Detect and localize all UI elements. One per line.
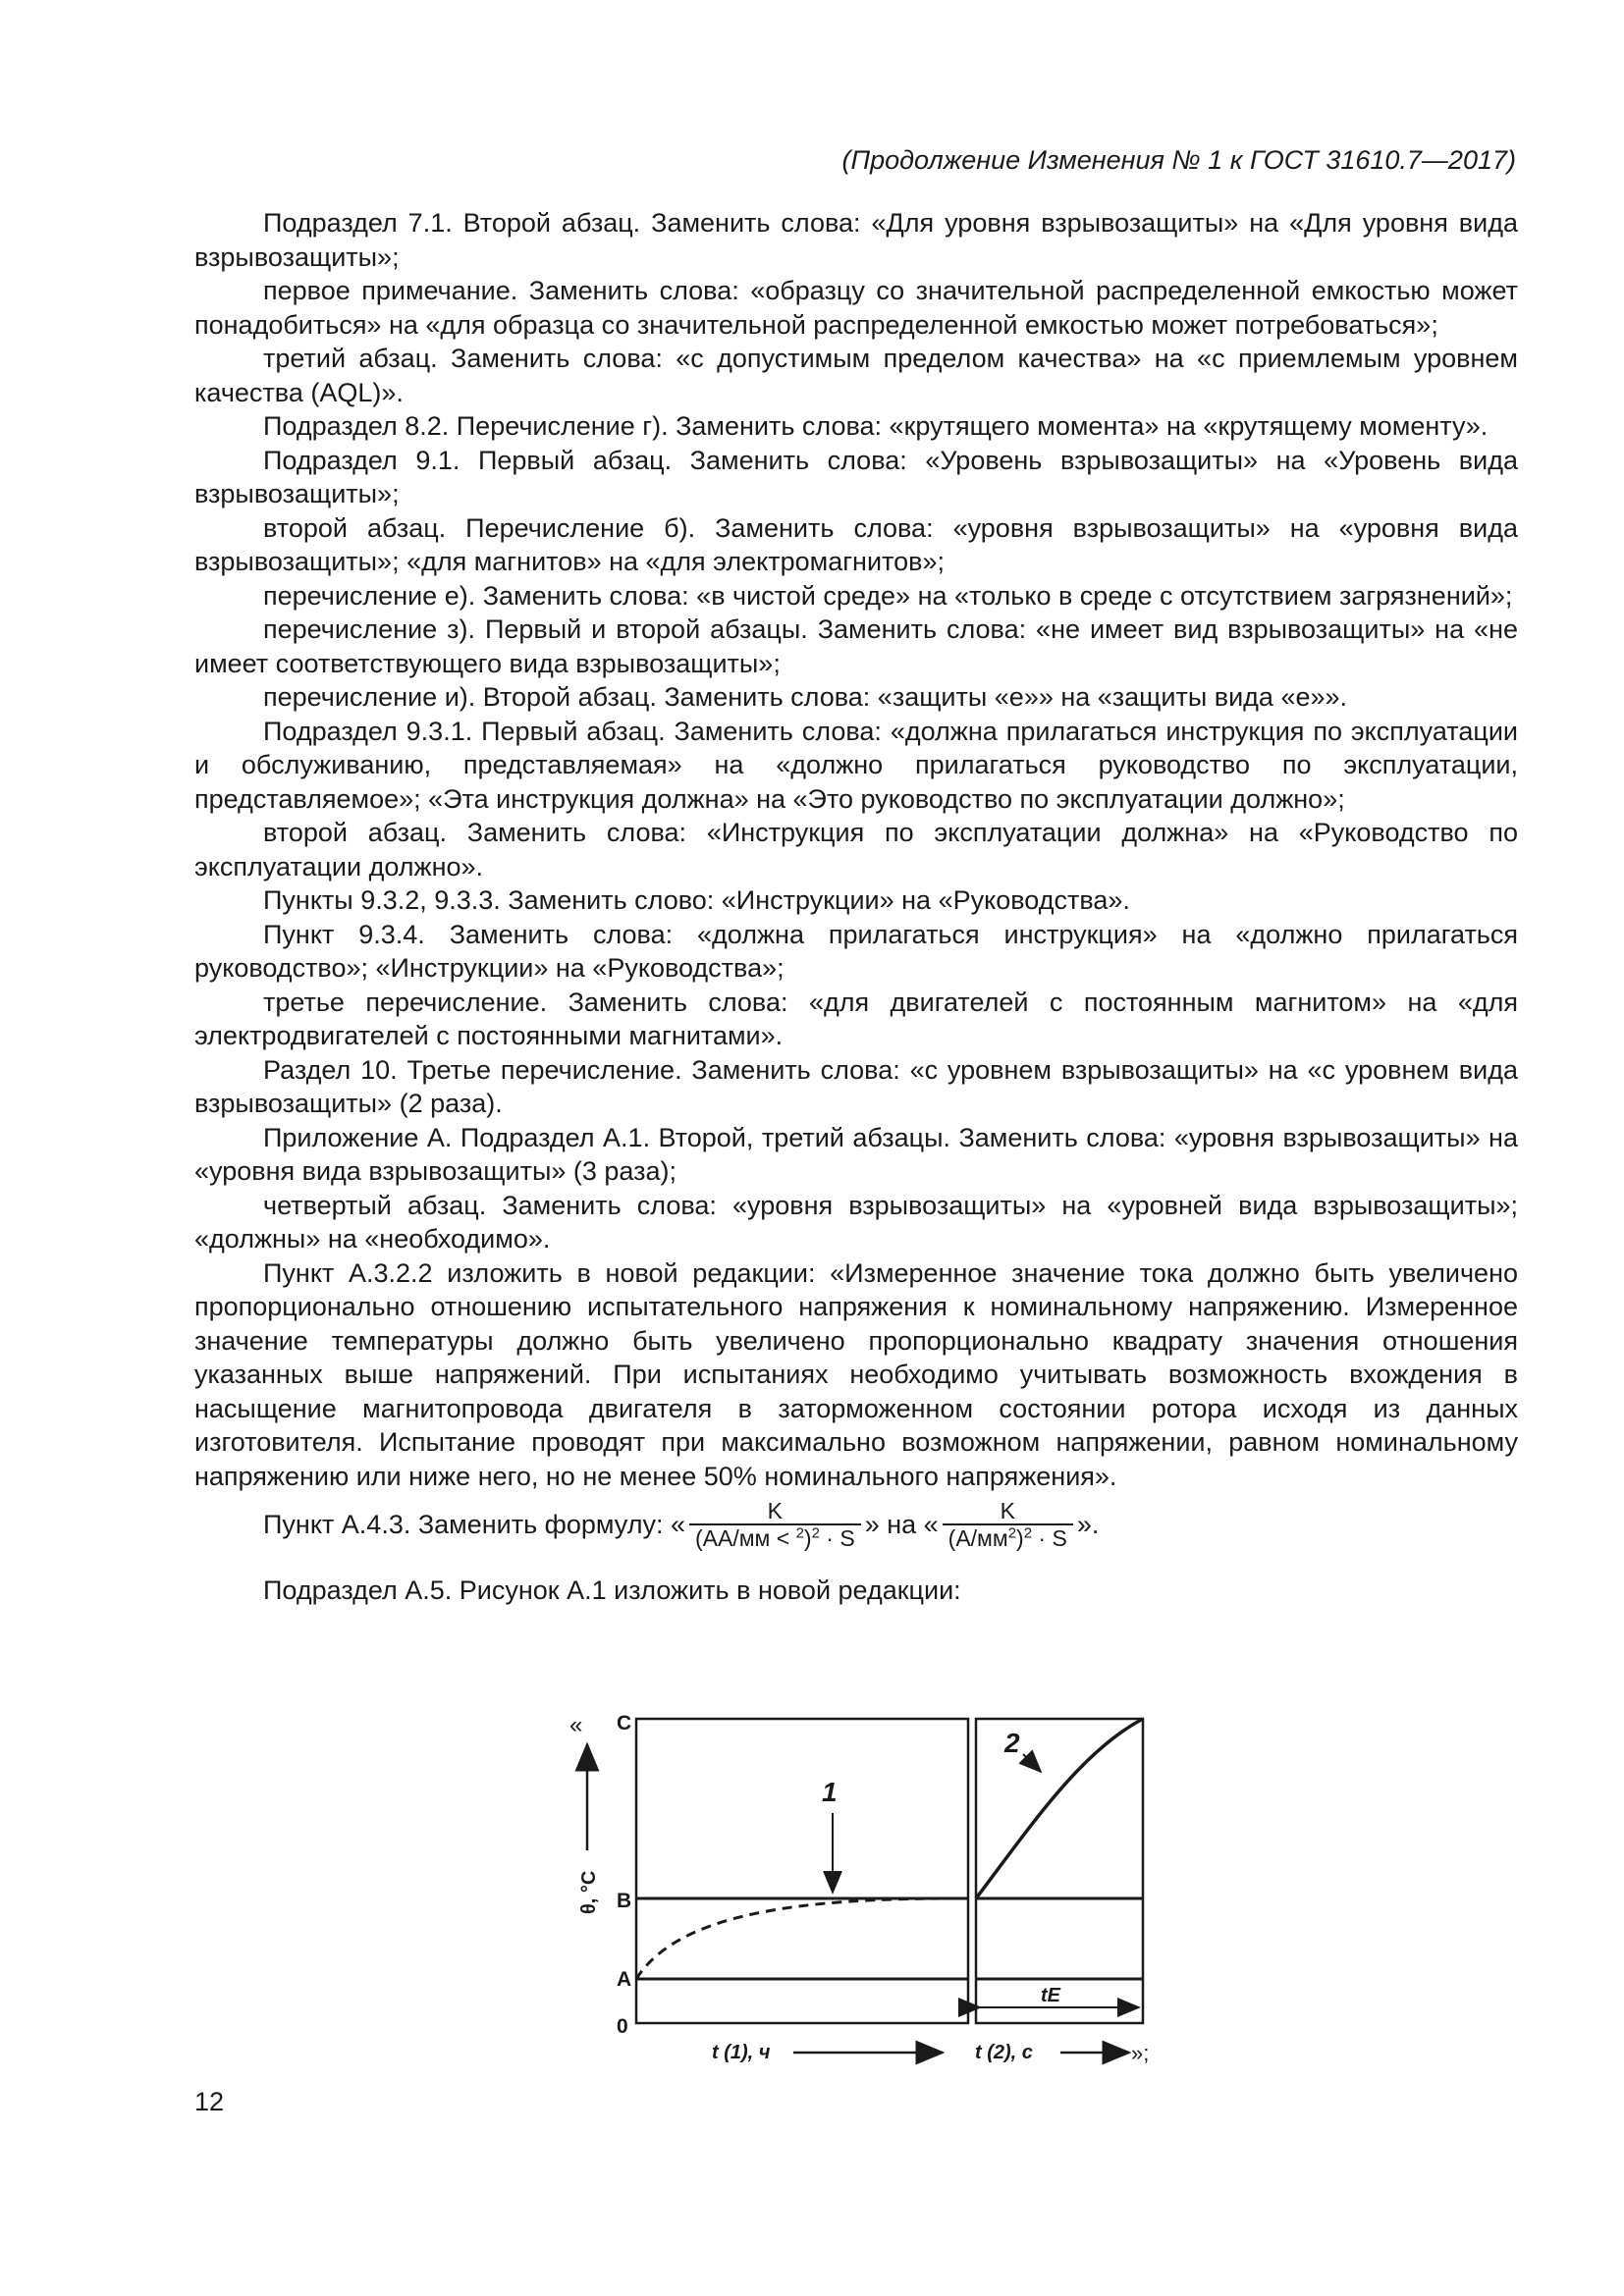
paragraph: третье перечисление. Заменить слова: «для двигателей с постоянным магнитом» на «для электродвигателей с постоянными магнитами». [194,987,1518,1050]
figure-close-quote: »; [1131,2041,1150,2065]
den-part: ) [1016,1525,1024,1551]
curve-1 [636,1898,968,1979]
den-sup: 2 [795,1524,804,1542]
paragraph: четвертый абзац. Заменить слова: «уровня взрывозащиты» на «уровней вида взрывозащиты»; «должны» на «необходимо». [194,1190,1518,1254]
paragraph: Пункт 9.3.4. Заменить слова: «должна прилагаться инструкция» на «должно прилагаться руководство»; «Инструкции» на «Руководства»; [194,919,1518,983]
old-formula-numerator: K [767,1498,784,1523]
figure-a1 [569,1693,1178,2066]
formula-paragraph [194,1493,1518,1556]
y-axis-label: θ, °C [578,1870,600,1914]
paragraph: Подраздел 7.1. Второй абзац. Заменить слова: «Для уровня взрывозащиты» на «Для уровня вида взрывозащиты»; [194,208,1518,272]
den-sup: 2 [1007,1524,1017,1542]
den-part: (AA/мм < [694,1525,796,1551]
paragraph: Подраздел 8.2. Перечисление г). Заменить слова: «крутящего момента» на «крутящему моменту». [263,411,1489,441]
curve-2-label: 2 [1004,1728,1020,1758]
paragraph: перечисление е). Заменить слова: «в чистой среде» на «только в среде с отсутствием загрязнений»; [263,580,1513,611]
label-a: A [617,1968,632,1991]
x1-label: t (1), ч [712,2042,771,2063]
den-sup: 2 [1023,1524,1033,1542]
label-zero: 0 [617,2015,628,2038]
formula-prefix: Пункт А.4.3. Заменить формулу: « [263,1509,685,1539]
old-formula-denominator [689,1523,861,1551]
page-number: 12 [194,2087,225,2116]
den-part: ) [803,1525,812,1551]
paragraph: перечисление и). Второй абзац. Заменить слова: «защиты «е»» на «защиты вида «е»». [263,682,1348,712]
formula-middle: » на « [864,1509,939,1539]
den-part: · S [819,1525,855,1551]
page-header: (Продолжение Изменения № 1 к ГОСТ 31610.7—2017) [841,145,1516,175]
den-part: · S [1032,1525,1067,1551]
label-c: C [617,1712,632,1735]
curve-2-pointer [1023,1754,1041,1772]
new-formula-denominator [943,1523,1073,1551]
den-sup: 2 [811,1524,820,1542]
paragraph: первое примечание. Заменить слова: «образцу со значительной распределенной емкостью может понадобиться» на «для образца со значительной распределенной емкостью может потребоваться»; [194,276,1518,340]
formula-suffix: ». [1076,1509,1100,1539]
old-formula [689,1498,861,1551]
te-label: tE [1041,1985,1060,2006]
figure-open-quote: « [569,1712,583,1738]
paragraph: второй абзац. Перечисление б). Заменить слова: «уровня взрывозащиты» на «уровня вида взрывозащиты»; «для магнитов» на «для электромагнитов»; [194,512,1518,576]
new-formula [943,1498,1073,1551]
paragraph: третий абзац. Заменить слова: «с допустимым пределом качества» на «с приемлемым уровнем качества (AQL)». [194,344,1518,407]
paragraph: Подраздел 9.1. Первый абзац. Заменить слова: «Уровень взрывозащиты» на «Уровень вида взрывозащиты»; [194,445,1518,508]
paragraph: Раздел 10. Третье перечисление. Заменить слова: «с уровнем взрывозащиты» на «с уровнем вида взрывозащиты» (2 раза). [194,1054,1518,1118]
document-body [194,206,1518,1608]
label-b: B [617,1890,632,1912]
paragraph: Пункт А.3.2.2 изложить в новой редакции: «Измеренное значение тока должно быть увеличено пропорционально отношению испытательного напряжения к номинальному напряжению. Измеренное значение температуры должно быть увеличено пропорционально квадрату значения отношения указанных выше напряжений. При испытаниях необходимо учитывать возможность вхождения в насыщение магнитопровода двигателя в заторможенном состоянии ротора исходя из данных изготовителя. Испытание проводят при максимально возможном напряжении, равном номинальному напряжению или ниже него, но не менее 50% номинального напряжения». [194,1257,1518,1491]
paragraph: Пункты 9.3.2, 9.3.3. Заменить слово: «Инструкции» на «Руководства». [263,885,1130,915]
paragraph: Приложение А. Подраздел А.1. Второй, третий абзацы. Заменить слова: «уровня взрывозащиты» на «уровня вида взрывозащиты» (3 раза); [194,1122,1518,1186]
figure-intro: Подраздел А.5. Рисунок А.1 изложить в новой редакции: [263,1575,961,1605]
paragraph: второй абзац. Заменить слова: «Инструкция по эксплуатации должна» на «Руководство по эксплуатации должно». [194,818,1518,881]
paragraph: перечисление з). Первый и второй абзацы. Заменить слова: «не имеет вид взрывозащиты» на «не имеет соответствующего вида взрывозащиты»; [194,614,1518,678]
x2-label: t (2), с [975,2042,1033,2063]
curve-1-label: 1 [822,1777,838,1807]
curve-2 [976,1719,1143,1898]
new-formula-numerator: K [1000,1498,1015,1523]
paragraph: Подраздел 9.3.1. Первый абзац. Заменить слова: «должна прилагаться инструкция по эксплуатации и обслуживанию, представляемая» на «должно прилагаться руководство по эксплуатации, представляемое»; «Эта инструкция должна» на «Это руководство по эксплуатации должно»; [194,716,1518,814]
den-part: (A/мм [947,1525,1008,1551]
